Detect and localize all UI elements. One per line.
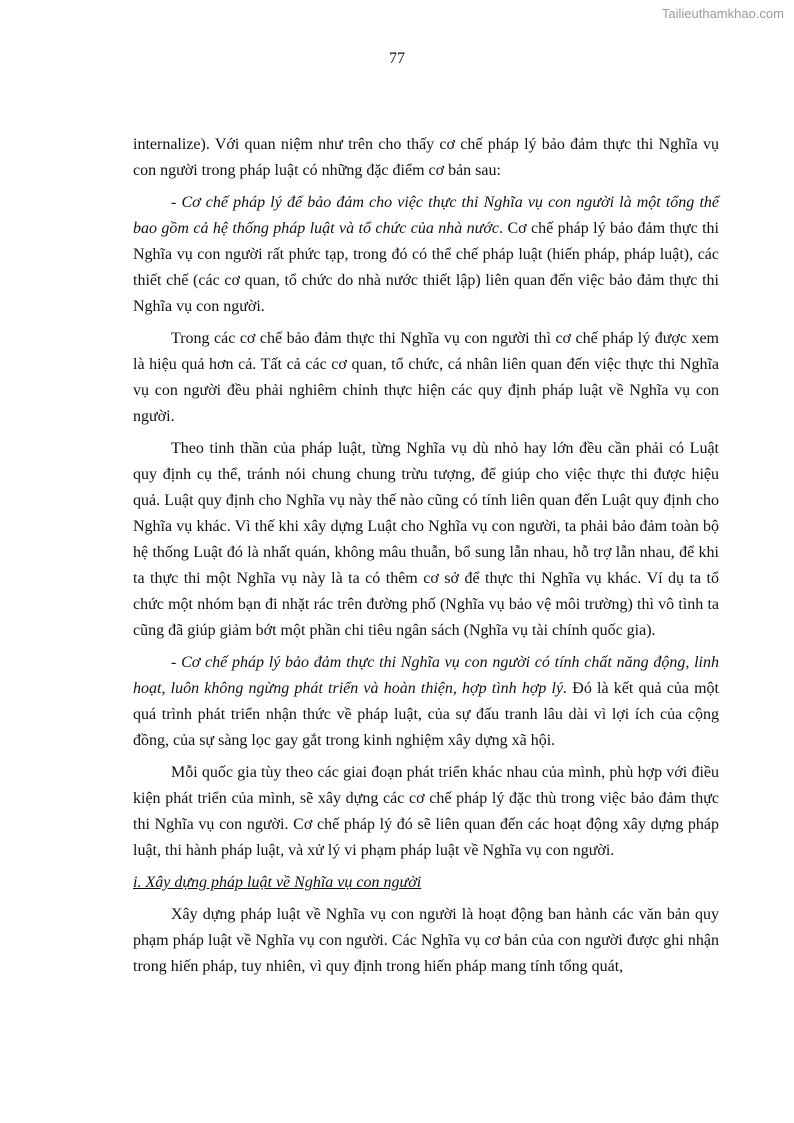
body-text: [133, 132, 719, 986]
paragraph-7: Xây dựng pháp luật về Nghĩa vụ con người là hoạt động ban hành các văn bản quy phạm pháp luật về Nghĩa vụ con người. Các Nghĩa vụ cơ bản của con người được ghi nhận trong hiến pháp, tuy nhiên, vì quy định trong hiến pháp mang tính tổng quát,: [133, 906, 719, 975]
paragraph-5-italic: - Cơ chế pháp lý bảo đảm thực thi Nghĩa vụ con người có tính chất năng động, linh hoạt, luôn không ngừng phát triển và hoàn thiện, hợp tình hợp lý.: [133, 654, 719, 697]
paragraph-5: [133, 650, 719, 754]
paragraph-2-text: . Cơ chế pháp lý bảo đảm thực thi Nghĩa vụ con người rất phức tạp, trong đó có thể chế pháp luật (hiến pháp, pháp luật), các thiết chế (các cơ quan, tổ chức do nhà nước thiết lập) liên quan đến việc bảo đảm thực thi Nghĩa vụ con người.: [133, 220, 719, 315]
paragraph-2: [133, 190, 719, 320]
watermark: Tailieuthamkhao.com: [661, 6, 784, 21]
section-heading: i. Xây dựng pháp luật về Nghĩa vụ con người: [133, 874, 422, 891]
paragraph-2-italic: - Cơ chế pháp lý để bảo đảm cho việc thực thi Nghĩa vụ con người là một tổng thể bao gồm cả hệ thống pháp luật và tổ chức của nhà nước: [133, 194, 719, 237]
paragraph-3: Trong các cơ chế bảo đảm thực thi Nghĩa vụ con người thì cơ chế pháp lý được xem là hiệu quả hơn cả. Tất cả các cơ quan, tổ chức, cá nhân liên quan đến việc thực thi Nghĩa vụ con người đều phải nghiêm chỉnh thực hiện các quy định pháp luật về Nghĩa vụ con người.: [133, 330, 719, 425]
paragraph-5-text: Đó là kết quả của một quá trình phát triển nhận thức về pháp luật, của sự đấu tranh lâu dài vì lợi ích của cộng đồng, của sự sàng lọc gay gắt trong kinh nghiệm xây dựng xã hội.: [133, 680, 720, 749]
paragraph-6: Mỗi quốc gia tùy theo các giai đoạn phát triển khác nhau của mình, phù hợp với điều kiện phát triển của mình, sẽ xây dựng các cơ chế pháp lý đặc thù trong việc bảo đảm thực thi Nghĩa vụ con người. Cơ chế pháp lý đó sẽ liên quan đến các hoạt động xây dựng pháp luật, thi hành pháp luật, và xử lý vi phạm pháp luật về Nghĩa vụ con người.: [133, 764, 719, 859]
paragraph-4: Theo tinh thần của pháp luật, từng Nghĩa vụ dù nhỏ hay lớn đều cần phải có Luật quy định cụ thể, tránh nói chung chung trừu tượng, để giúp cho việc thực thi được hiệu quả. Luật quy định cho Nghĩa vụ này thế nào cũng có tính liên quan đến Luật quy định cho Nghĩa vụ khác. Vì thế khi xây dựng Luật cho Nghĩa vụ con người, ta phải bảo đảm toàn bộ hệ thống Luật đó là nhất quán, không mâu thuẫn, bổ sung lẫn nhau, hỗ trợ lẫn nhau, để khi ta thực thi một Nghĩa vụ này là ta có thêm cơ sở để thực thi Nghĩa vụ khác. Ví dụ ta tổ chức một nhóm bạn đi nhặt rác trên đường phố (Nghĩa vụ bảo vệ môi trường) thì vô tình ta cũng đã giúp giảm bớt một phần chi tiêu ngân sách (Nghĩa vụ tài chính quốc gia).: [133, 440, 719, 639]
paragraph-1: internalize). Với quan niệm như trên cho thấy cơ chế pháp lý bảo đảm thực thi Nghĩa vụ con người trong pháp luật có những đặc điểm cơ bản sau:: [133, 136, 719, 179]
page-number: 77: [389, 50, 405, 67]
